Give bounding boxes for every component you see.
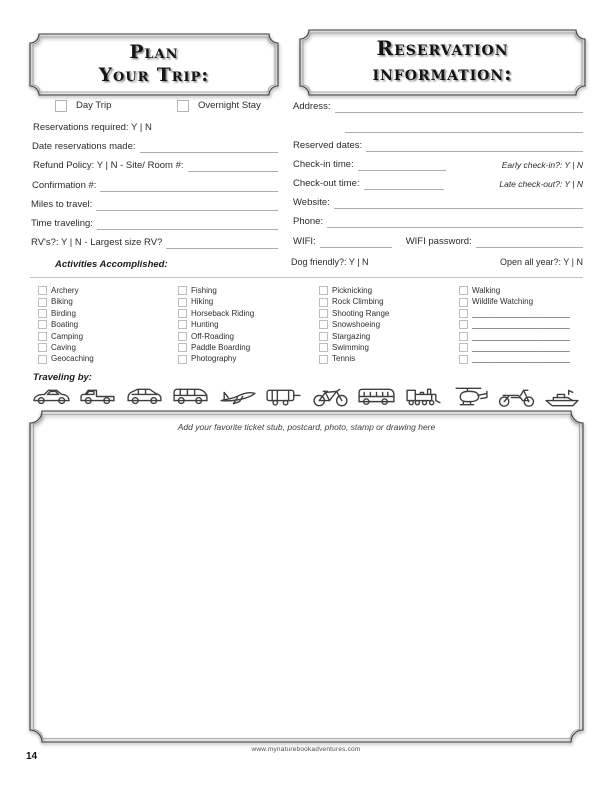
motorcycle-icon — [496, 384, 537, 409]
activity-item[interactable] — [178, 296, 314, 307]
activity-item[interactable] — [319, 296, 453, 307]
day-trip-option[interactable] — [55, 100, 111, 112]
activity-item[interactable] — [459, 296, 585, 307]
activities-column-4 — [459, 285, 585, 365]
footer-website: www.mynaturebookadventures.com — [251, 746, 361, 753]
memory-box-caption: Add your favorite ticket stub, postcard, photo, stamp or drawing here — [177, 422, 436, 432]
checkbox[interactable] — [178, 286, 187, 295]
checkbox[interactable] — [319, 343, 328, 352]
largest-rv-input-line[interactable] — [166, 237, 278, 249]
activity-item[interactable] — [38, 353, 170, 364]
activity-item[interactable] — [319, 342, 453, 353]
activity-label: Boating — [51, 320, 79, 330]
checkbox[interactable] — [38, 355, 47, 364]
boat-icon — [542, 384, 583, 409]
field-check-in — [293, 159, 583, 171]
activity-label: Photography — [191, 354, 237, 364]
checkbox[interactable] — [38, 309, 47, 318]
wifi-password-label: WIFI password: — [405, 236, 472, 247]
field-rvs — [31, 237, 278, 249]
check-out-time-input-line[interactable] — [364, 178, 444, 190]
activity-blank-line[interactable]: ______________________ — [472, 331, 570, 341]
checkbox[interactable] — [459, 355, 468, 364]
activity-label: Fishing — [191, 286, 217, 295]
field-wifi — [293, 236, 583, 248]
checkbox[interactable] — [178, 332, 187, 341]
open-all-year-label: Open all year?: Y | N — [499, 257, 583, 267]
activity-item[interactable] — [178, 308, 314, 319]
memory-box-frame[interactable] — [30, 411, 583, 742]
activity-item[interactable] — [319, 308, 453, 319]
section-divider — [30, 277, 583, 278]
checkbox[interactable] — [319, 355, 328, 364]
website-label: Website: — [293, 197, 330, 208]
activity-label: Hiking — [191, 297, 214, 307]
activity-item[interactable] — [319, 353, 453, 364]
activity-item-blank[interactable] — [459, 331, 585, 342]
activity-item-blank[interactable] — [459, 342, 585, 353]
field-miles-to-travel — [31, 199, 278, 211]
activity-item[interactable] — [38, 296, 170, 307]
checkbox[interactable] — [178, 355, 187, 364]
checkbox[interactable] — [319, 286, 328, 295]
checkbox[interactable] — [459, 332, 468, 341]
overnight-stay-checkbox[interactable] — [177, 100, 189, 112]
traveling-by-label: Traveling by: — [33, 372, 92, 383]
checkbox[interactable] — [178, 298, 187, 307]
activity-item[interactable] — [319, 319, 453, 330]
activity-blank-line[interactable]: ______________________ — [472, 354, 570, 364]
activity-label: Picknicking — [332, 286, 373, 295]
activity-item[interactable] — [38, 319, 170, 330]
reserved-dates-input-line[interactable] — [366, 140, 583, 152]
date-reservations-made-label: Date reservations made: — [32, 141, 136, 152]
phone-input-line[interactable] — [327, 216, 583, 228]
activity-item[interactable] — [319, 285, 453, 296]
activity-label: Off-Roading — [191, 331, 234, 341]
activity-item[interactable] — [178, 353, 314, 364]
field-date-reservations-made — [32, 141, 278, 153]
confirmation-label: Confirmation #: — [32, 180, 97, 191]
activity-label: Snowshoeing — [332, 320, 381, 330]
van-icon — [170, 384, 211, 409]
checkbox[interactable] — [178, 309, 187, 318]
address-label: Address: — [293, 101, 331, 112]
checkbox[interactable] — [319, 332, 328, 341]
rvs-label: RV's?: Y | N - Largest size RV? — [31, 237, 163, 248]
activity-item-blank[interactable] — [459, 319, 585, 330]
activity-item-blank[interactable] — [459, 353, 585, 364]
activity-label: Shooting Range — [332, 308, 390, 318]
airplane-icon — [217, 384, 258, 409]
activity-blank-line[interactable]: ______________________ — [472, 308, 570, 318]
plan-title-line1: Plan — [129, 42, 179, 63]
date-reservations-made-input-line[interactable] — [140, 141, 279, 153]
activities-heading: Activities Accomplished: — [55, 259, 168, 270]
checkbox[interactable] — [459, 286, 468, 295]
phone-label: Phone: — [293, 216, 324, 227]
activity-item[interactable] — [38, 308, 170, 319]
reservation-title-line2: information: — [372, 61, 513, 85]
activity-label: Tennis — [332, 354, 356, 364]
page-title-left — [30, 41, 278, 87]
page-title-right — [300, 36, 585, 86]
checkbox[interactable] — [319, 309, 328, 318]
pickup-truck-icon — [77, 384, 118, 409]
activity-label: Caving — [51, 342, 76, 352]
activities-column-2 — [178, 285, 314, 365]
miles-to-travel-label: Miles to travel: — [31, 199, 93, 210]
site-room-number-input-line[interactable] — [188, 160, 279, 172]
field-time-traveling — [31, 218, 278, 230]
checkbox[interactable] — [319, 298, 328, 307]
checkbox[interactable] — [38, 332, 47, 341]
activity-item[interactable] — [459, 285, 585, 296]
time-traveling-label: Time traveling: — [31, 218, 93, 229]
confirmation-input-line[interactable] — [100, 180, 278, 192]
check-out-time-label: Check-out time: — [293, 178, 360, 189]
car-icon — [31, 384, 72, 409]
field-check-out — [293, 178, 583, 190]
activity-label: Wildlife Watching — [472, 297, 534, 307]
field-reserved-dates — [293, 140, 583, 152]
dog-friendly-label: Dog friendly?: Y | N — [291, 257, 369, 267]
field-website — [293, 197, 583, 209]
check-in-time-input-line[interactable] — [358, 159, 446, 171]
camper-rv-icon — [263, 384, 304, 409]
train-icon — [403, 384, 444, 409]
page-number: 14 — [26, 751, 38, 762]
checkbox[interactable] — [38, 286, 47, 295]
activity-item[interactable] — [178, 342, 314, 353]
activity-label: Geocaching — [51, 354, 94, 364]
activities-column-3 — [319, 285, 453, 365]
address-input-line-2[interactable] — [345, 132, 583, 133]
suv-icon — [124, 384, 165, 409]
field-reservations-required — [33, 122, 152, 134]
activity-label: Swimming — [332, 342, 369, 352]
checkbox[interactable] — [319, 320, 328, 329]
activity-item[interactable] — [38, 342, 170, 353]
wifi-label: WIFI: — [293, 236, 316, 247]
late-check-out-label: Late check-out?: Y | N — [499, 179, 583, 189]
activity-label: Camping — [51, 331, 84, 341]
reserved-dates-label: Reserved dates: — [293, 140, 363, 151]
activity-label: Birding — [51, 308, 76, 318]
address-input-line[interactable] — [335, 101, 584, 113]
checkbox[interactable] — [178, 343, 187, 352]
checkbox[interactable] — [459, 309, 468, 318]
activity-item[interactable] — [38, 331, 170, 342]
activity-item[interactable] — [38, 285, 170, 296]
website-input-line[interactable] — [334, 197, 583, 209]
plan-title-line2: Your Trip: — [98, 65, 210, 86]
activity-label: Archery — [51, 286, 79, 295]
wifi-password-input-line[interactable] — [476, 236, 583, 248]
checkbox[interactable] — [38, 320, 47, 329]
field-refund-policy — [33, 160, 278, 172]
activity-label: Biking — [51, 297, 73, 307]
time-traveling-input-line[interactable] — [97, 218, 278, 230]
helicopter-icon — [449, 384, 490, 409]
activity-label: Hunting — [191, 320, 219, 330]
activity-label: Horseback Riding — [191, 308, 255, 318]
activity-label: Stargazing — [332, 331, 371, 341]
checkbox[interactable] — [459, 343, 468, 352]
activity-label: Walking — [472, 286, 501, 295]
bus-icon — [356, 384, 397, 409]
checkbox[interactable] — [38, 298, 47, 307]
overnight-stay-label: Overnight Stay — [198, 100, 261, 111]
activity-blank-line[interactable]: ______________________ — [472, 320, 570, 330]
checkbox[interactable] — [459, 298, 468, 307]
overnight-stay-option[interactable] — [177, 100, 261, 112]
field-confirmation — [32, 180, 278, 192]
field-dog-open — [291, 256, 583, 268]
field-address — [293, 101, 583, 113]
activity-item[interactable] — [319, 331, 453, 342]
day-trip-label: Day Trip — [76, 100, 112, 111]
activity-blank-line[interactable]: ______________________ — [472, 342, 570, 352]
activity-item[interactable] — [178, 331, 314, 342]
check-in-time-label: Check-in time: — [293, 159, 354, 170]
activities-column-1 — [38, 285, 170, 365]
reservation-title-line1: Reservation — [376, 36, 509, 60]
early-check-in-label: Early check-in?: Y | N — [501, 160, 583, 170]
activity-item[interactable] — [178, 285, 314, 296]
checkbox[interactable] — [38, 343, 47, 352]
bicycle-icon — [310, 384, 351, 409]
traveling-icons-row — [31, 383, 583, 409]
activity-label: Paddle Boarding — [191, 342, 251, 352]
activity-label: Rock Climbing — [332, 297, 384, 307]
reservations-required-label: Reservations required: Y | N — [33, 122, 152, 133]
checkbox[interactable] — [178, 320, 187, 329]
checkbox[interactable] — [459, 320, 468, 329]
activity-item[interactable] — [178, 319, 314, 330]
wifi-input-line[interactable] — [320, 236, 392, 248]
refund-policy-label: Refund Policy: Y | N - Site/ Room #: — [33, 160, 184, 171]
field-phone — [293, 216, 583, 228]
miles-to-travel-input-line[interactable] — [96, 199, 278, 211]
day-trip-checkbox[interactable] — [55, 100, 67, 112]
activity-item-blank[interactable] — [459, 308, 585, 319]
